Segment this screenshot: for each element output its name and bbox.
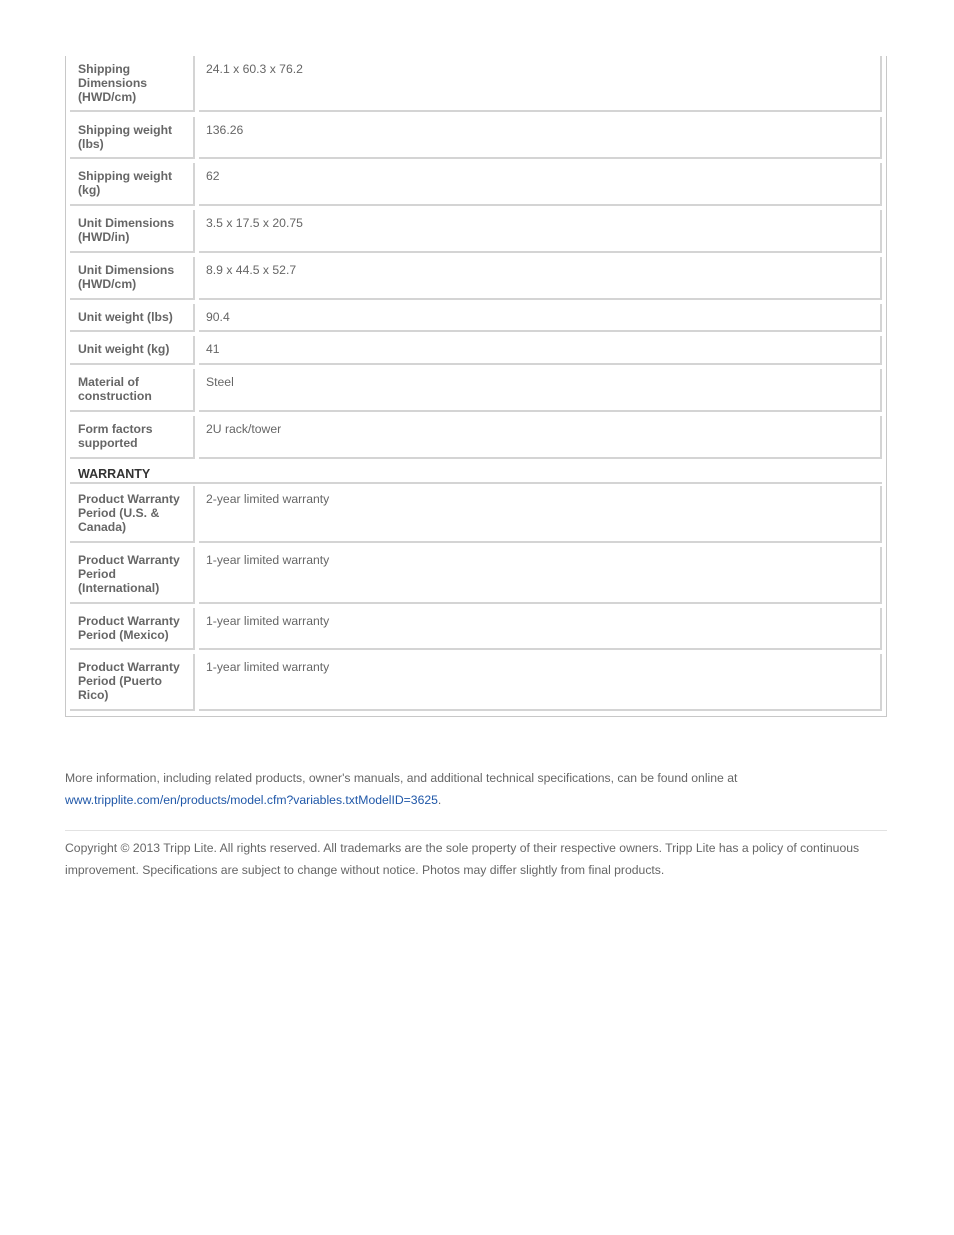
spec-value: 3.5 x 17.5 x 20.75: [199, 210, 882, 253]
spec-label: Shipping weight (kg): [70, 163, 195, 206]
spec-value: 2U rack/tower: [199, 416, 882, 459]
product-link[interactable]: www.tripplite.com/en/products/model.cfm?variables.txtModelID=3625: [65, 793, 438, 807]
footer-divider: [65, 830, 887, 831]
copyright-notice: Copyright © 2013 Tripp Lite. All rights reserved. All trademarks are the sole property of their respective owners. Tripp Lite has a policy of continuous improvement. Specifications are subject to change without notice. Photos may differ slightly from final products.: [65, 841, 860, 877]
spec-value: 24.1 x 60.3 x 76.2: [199, 56, 882, 112]
spec-value: 2-year limited warranty: [199, 486, 882, 543]
spec-label: Unit weight (kg): [70, 336, 195, 365]
spec-label: Form factors supported: [70, 416, 195, 459]
more-info-paragraph: [65, 767, 895, 811]
spec-label: Product Warranty Period (Puerto Rico): [70, 654, 195, 711]
spec-label: Shipping Dimensions (HWD/cm): [70, 56, 195, 112]
spec-value: 41: [199, 336, 882, 365]
spec-label: Product Warranty Period (U.S. & Canada): [70, 486, 195, 543]
spec-table: [65, 56, 887, 717]
more-info-text: More information, including related products, owner's manuals, and additional technical specifications, can be found online at: [65, 771, 738, 785]
spec-label: Material of construction: [70, 369, 195, 412]
spec-label: Unit Dimensions (HWD/cm): [70, 257, 195, 300]
spec-value: 1-year limited warranty: [199, 654, 882, 711]
spec-label: Product Warranty Period (International): [70, 547, 195, 604]
spec-value: Steel: [199, 369, 882, 412]
spec-value: 90.4: [199, 304, 882, 332]
spec-label: Unit Dimensions (HWD/in): [70, 210, 195, 253]
link-suffix: .: [437, 793, 442, 807]
spec-value: 1-year limited warranty: [199, 547, 882, 604]
spec-value: 136.26: [199, 117, 882, 159]
spec-value: 8.9 x 44.5 x 52.7: [199, 257, 882, 300]
spec-label: Shipping weight (lbs): [70, 117, 195, 159]
spec-label: Unit weight (lbs): [70, 304, 195, 332]
warranty-section-heading: WARRANTY: [70, 460, 882, 484]
spec-value: 62: [199, 163, 882, 206]
spec-value: 1-year limited warranty: [199, 608, 882, 650]
spec-label: Product Warranty Period (Mexico): [70, 608, 195, 650]
